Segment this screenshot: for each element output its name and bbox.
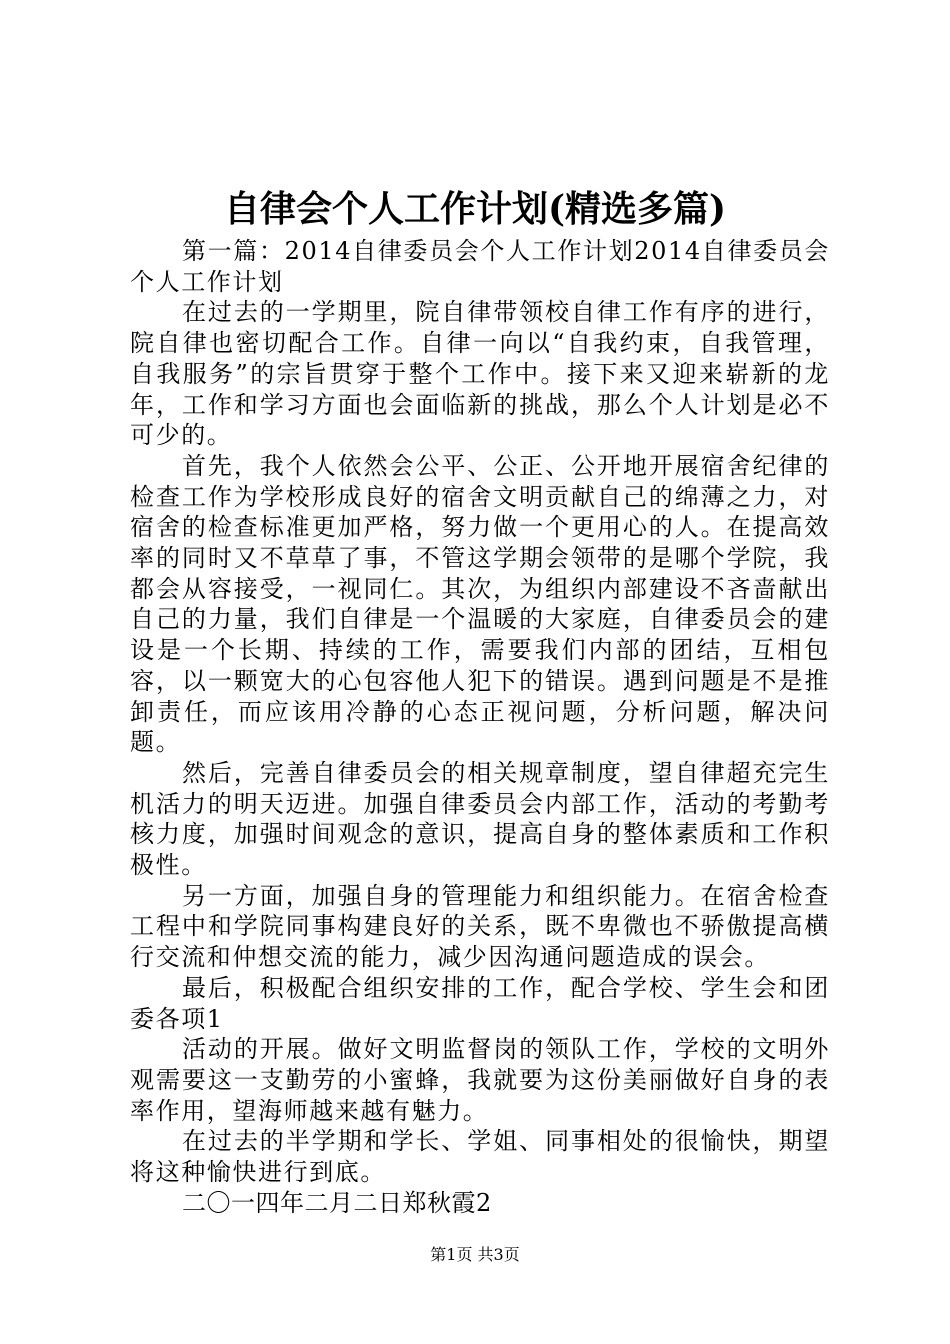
paragraph-first-of-all: 首先，我个人依然会公平、公正、公开地开展宿舍纪律的检查工作为学校形成良好的宿舍文明贡献自己的绵薄之力，对宿舍的检查标准更加严格，努力做一个更用心的人。在提高效率的同时又不草草了事，不管这学期会领带的是哪个学院，我都会从容接受，一视同仁。其次，为组织内部建设不吝啬献出自己的力量，我们自律是一个温暖的大家庭，自律委员会的建设是一个长期、持续的工作，需要我们内部的团结，互相包容，以一颗宽大的心包容他人犯下的错误。遇到问题是不是推卸责任，而应该用冷静的心态正视问题，分析问题，解决问题。 xyxy=(130,451,830,757)
paragraph-then: 然后，完善自律委员会的相关规章制度，望自律超充完生机活力的明天迈进。加强自律委员会内部工作，活动的考勤考核力度，加强时间观念的意识，提高自身的整体素质和工作积极性。 xyxy=(130,758,830,880)
paragraph-past-semester: 在过去的一学期里，院自律带领校自律工作有序的进行，院自律也密切配合工作。自律一向以“自我约束，自我管理，自我服务”的宗旨贯穿于整个工作中。接下来又迎来崭新的龙年，工作和学习方面也会面临新的挑战，那么个人计划是必不可少的。 xyxy=(130,298,830,450)
paragraph-date-signature: 二〇一四年二月二日郑秋霞2 xyxy=(182,1188,492,1217)
page-number-footer: 第1页 共3页 xyxy=(430,1245,520,1264)
paragraph-on-the-other-hand: 另一方面，加强自身的管理能力和组织能力。在宿舍检查工程中和学院同事构建良好的关系，既不卑微也不骄傲提高横行交流和仲想交流的能力，减少因沟通问题造成的误会。 xyxy=(130,881,830,972)
document-body xyxy=(130,236,830,1219)
paragraph-finally: 最后，积极配合组织安排的工作，配合学校、学生会和团委各项1 xyxy=(130,973,830,1033)
document-title: 自律会个人工作计划(精选多篇) xyxy=(223,188,727,230)
paragraph-heading-first-article: 第一篇：2014自律委员会个人工作计划2014自律委员会个人工作计划 xyxy=(130,237,830,296)
paragraph-activities: 活动的开展。做好文明监督岗的领队工作，学校的文明外观需要这一支勤劳的小蜜蜂，我就要为这份美丽做好自身的表率作用，望海师越来越有魅力。 xyxy=(130,1035,830,1125)
paragraph-closing: 在过去的半学期和学长、学姐、同事相处的很愉快，期望将这种愉快进行到底。 xyxy=(130,1127,830,1187)
